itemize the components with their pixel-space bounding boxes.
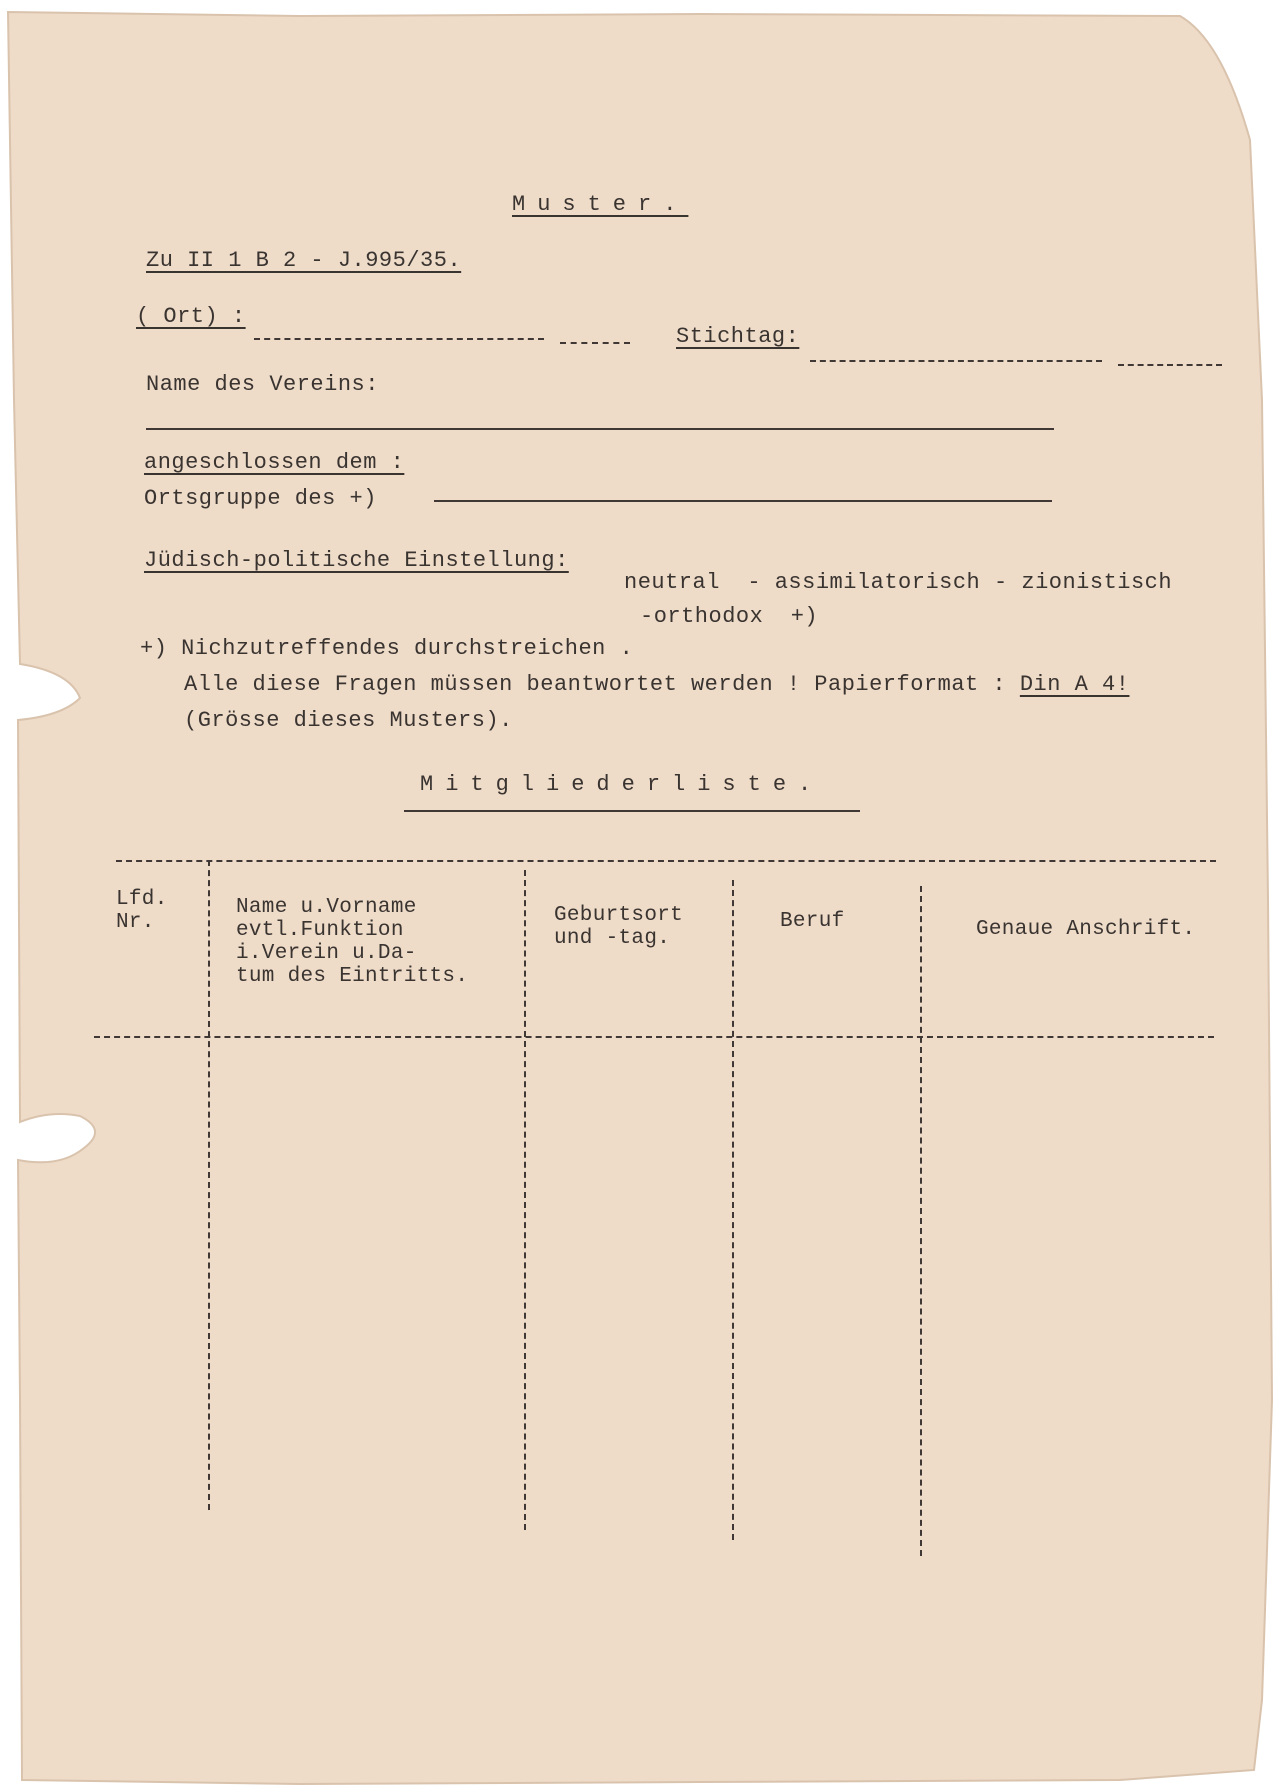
date-fill-line [560, 342, 630, 344]
table-column-divider [920, 886, 922, 1556]
ortsgruppe-fill-line [434, 500, 1052, 502]
einstellung-options-cont: -orthodox +) [640, 604, 819, 629]
reference-number: Zu II 1 B 2 - J.995/35. [146, 248, 462, 273]
member-list-title: Mitgliederliste. [420, 772, 824, 797]
stichtag-fill-line [810, 360, 1102, 362]
angeschlossen-label: angeschlossen dem : [144, 450, 405, 475]
document-title: Muster. [512, 192, 689, 217]
ort-fill-line [254, 338, 544, 340]
ort-label: ( Ort) : [136, 304, 246, 329]
table-header-rule [94, 1036, 1214, 1038]
table-column-divider [208, 860, 210, 1510]
table-header-name: Name u.Vorname evtl.Funktion i.Verein u.Da- tum des Eintritts. [236, 896, 469, 988]
member-list-title-underline [404, 810, 860, 812]
table-header-geburtsort: Geburtsort und -tag. [554, 904, 684, 950]
table-header-anschrift: Genaue Anschrift. [976, 918, 1196, 941]
ortsgruppe-label: Ortsgruppe des +) [144, 486, 377, 511]
verein-label: Name des Vereins: [146, 372, 379, 397]
table-header-beruf: Beruf [780, 910, 845, 933]
note-answer-all [184, 672, 1129, 698]
table-column-divider [732, 880, 734, 1540]
note-size: (Grösse dieses Musters). [184, 708, 513, 733]
einstellung-options: neutral - assimilatorisch - zionistisch [624, 570, 1173, 595]
einstellung-label: Jüdisch-politische Einstellung: [144, 548, 569, 573]
verein-fill-line [146, 428, 1054, 430]
table-column-divider [524, 870, 526, 1530]
note-answer-all-text: Alle diese Fragen müssen beantwortet werden ! Papierformat : [184, 672, 1020, 697]
table-top-rule [116, 860, 1216, 862]
table-header-lfd-nr: Lfd. Nr. [116, 888, 168, 934]
note-strike-instruction: +) Nichzutreffendes durchstreichen . [140, 636, 634, 661]
stichtag-fill-line-2 [1118, 364, 1222, 366]
stichtag-label: Stichtag: [676, 324, 800, 349]
paper-format-value: Din A 4! [1019, 672, 1130, 697]
